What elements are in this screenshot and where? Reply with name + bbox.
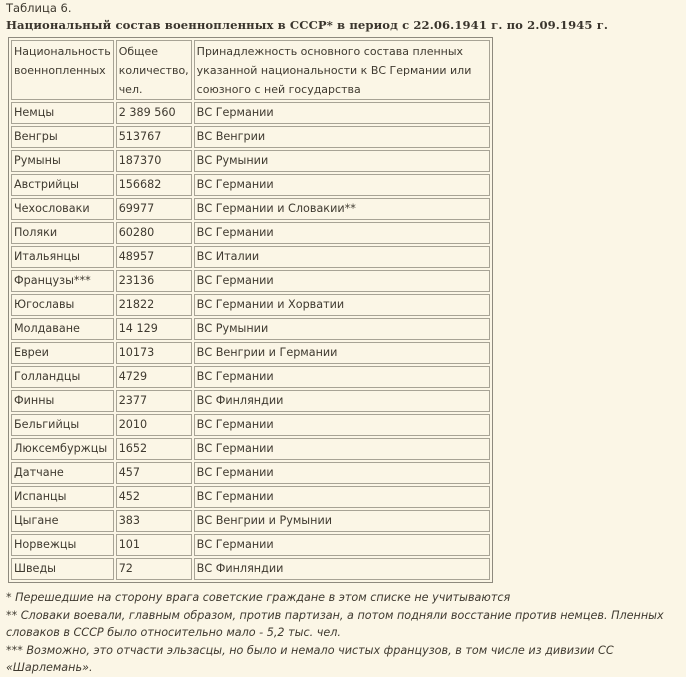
table-row [11,126,490,148]
cell-count: 48957 [116,246,192,268]
cell-count: 2 389 560 [116,102,192,124]
cell-nationality: Датчане [11,462,114,484]
table-row [11,318,490,340]
cell-nationality: Чехословаки [11,198,114,220]
cell-affiliation: ВС Румынии [194,318,490,340]
table-row [11,150,490,172]
table-row [11,510,490,532]
cell-count: 14 129 [116,318,192,340]
cell-count: 4729 [116,366,192,388]
cell-affiliation: ВС Финляндии [194,390,490,412]
cell-affiliation: ВС Венгрии и Румынии [194,510,490,532]
table-row [11,246,490,268]
cell-affiliation: ВС Германии [194,174,490,196]
table-title: Национальный состав военнопленных в СССР* в период с 22.06.1941 г. по 2.09.1945 г. [6,18,609,32]
cell-count: 383 [116,510,192,532]
cell-count: 452 [116,486,192,508]
header-affiliation: Принадлежность основного состава пленных указанной национальности к ВС Германии или союзного с ней государства [194,40,490,100]
table-row [11,342,490,364]
footnote-3: *** Возможно, это отчасти эльзасцы, но было и немало чистых французов, в том числе из дивизии СС «Шарлемань». [6,643,614,674]
cell-nationality: Румыны [11,150,114,172]
cell-affiliation: ВС Германии [194,486,490,508]
cell-nationality: Евреи [11,342,114,364]
cell-nationality: Финны [11,390,114,412]
cell-affiliation: ВС Германии [194,438,490,460]
footnotes [6,589,680,677]
cell-affiliation: ВС Италии [194,246,490,268]
cell-affiliation: ВС Германии [194,462,490,484]
cell-nationality: Молдаване [11,318,114,340]
cell-nationality: Поляки [11,222,114,244]
table-row [11,486,490,508]
cell-nationality: Испанцы [11,486,114,508]
cell-count: 69977 [116,198,192,220]
cell-affiliation: ВС Германии [194,414,490,436]
table-row [11,294,490,316]
cell-affiliation: ВС Румынии [194,150,490,172]
cell-count: 187370 [116,150,192,172]
cell-affiliation: ВС Германии [194,102,490,124]
cell-affiliation: ВС Германии [194,222,490,244]
cell-nationality: Голландцы [11,366,114,388]
table-header-row [11,40,490,100]
table-row [11,198,490,220]
table-row [11,414,490,436]
cell-count: 21822 [116,294,192,316]
cell-count: 10173 [116,342,192,364]
cell-affiliation: ВС Германии и Словакии** [194,198,490,220]
cell-nationality: Шведы [11,558,114,580]
cell-affiliation: ВС Венгрии [194,126,490,148]
cell-count: 1652 [116,438,192,460]
cell-nationality: Цыгане [11,510,114,532]
table-row [11,438,490,460]
footnote-1: * Перешедшие на сторону врага советские граждане в этом списке не учитываются [6,591,511,604]
cell-nationality: Французы*** [11,270,114,292]
cell-nationality: Итальянцы [11,246,114,268]
cell-affiliation: ВС Финляндии [194,558,490,580]
cell-affiliation: ВС Германии [194,270,490,292]
header-count: Общее количество, чел. [116,40,192,100]
cell-affiliation: ВС Германии и Хорватии [194,294,490,316]
cell-nationality: Югославы [11,294,114,316]
cell-count: 72 [116,558,192,580]
cell-count: 457 [116,462,192,484]
cell-count: 156682 [116,174,192,196]
cell-nationality: Венгры [11,126,114,148]
footnote-2: ** Словаки воевали, главным образом, против партизан, а потом подняли восстание против немцев. Пленных словаков в СССР было относительно мало - 5,2 тыс. чел. [6,608,664,639]
prisoners-table [8,37,493,583]
table-row [11,102,490,124]
table-row [11,462,490,484]
cell-count: 2377 [116,390,192,412]
cell-nationality: Люксембуржцы [11,438,114,460]
cell-count: 60280 [116,222,192,244]
cell-affiliation: ВС Германии [194,366,490,388]
table-row [11,366,490,388]
cell-affiliation: ВС Германии [194,534,490,556]
table-row [11,270,490,292]
table-row [11,534,490,556]
cell-count: 101 [116,534,192,556]
table-row [11,558,490,580]
table-row [11,222,490,244]
cell-nationality: Норвежцы [11,534,114,556]
cell-nationality: Немцы [11,102,114,124]
cell-nationality: Австрийцы [11,174,114,196]
header-nationality: Национальность военнопленных [11,40,114,100]
table-row [11,390,490,412]
table-caption: Таблица 6. [6,1,72,15]
cell-count: 23136 [116,270,192,292]
cell-affiliation: ВС Венгрии и Германии [194,342,490,364]
cell-nationality: Бельгийцы [11,414,114,436]
table-row [11,174,490,196]
cell-count: 2010 [116,414,192,436]
cell-count: 513767 [116,126,192,148]
